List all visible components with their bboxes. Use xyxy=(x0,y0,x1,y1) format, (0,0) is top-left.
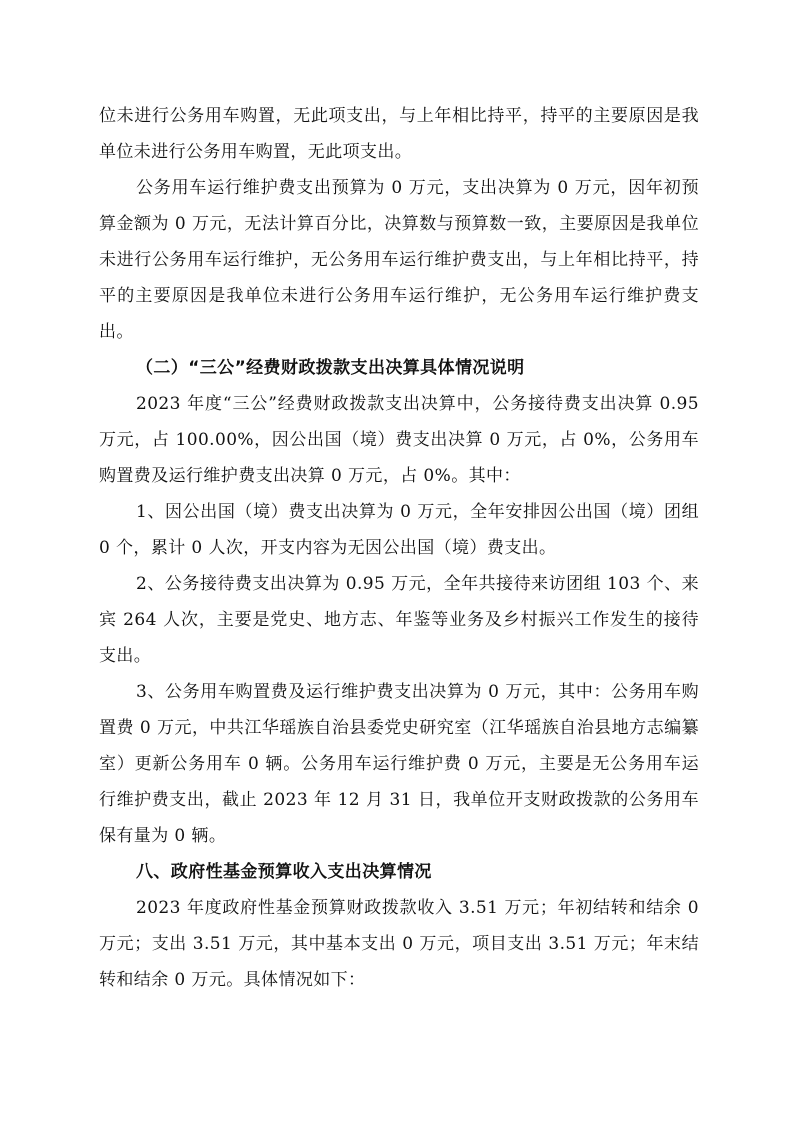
document-body xyxy=(99,98,699,998)
paragraph-three-public-summary: 2023 年度“三公”经费财政拨款支出决算中，公务接待费支出决算 0.95 万元，占 100.00%，因公出国（境）费支出决算 0 万元，占 0%，公务用车购置费及运行维护费支出决算 0 万元，占 0%。其中： xyxy=(99,394,699,486)
paragraph-government-fund-summary: 2023 年度政府性基金预算财政拨款收入 3.51 万元；年初结转和结余 0 万元；支出 3.51 万元，其中基本支出 0 万元，项目支出 3.51 万元；年末结转和结余 0 万元。具体情况如下： xyxy=(99,898,699,990)
paragraph-vehicle-expenses: 3、公务用车购置费及运行维护费支出决算为 0 万元，其中：公务用车购置费 0 万元，中共江华瑶族自治县委党史研究室（江华瑶族自治县地方志编纂室）更新公务用车 0 辆。公务用车运行维护费 0 万元，主要是无公务用车运行维护费支出，截止 2023 年 12 月 31 日，我单位开支财政拨款的公务用车保有量为 0 辆。 xyxy=(99,682,699,846)
paragraph-vehicle-maintenance: 公务用车运行维护费支出预算为 0 万元，支出决算为 0 万元，因年初预算金额为 0 万元，无法计算百分比，决算数与预算数一致，主要原因是我单位未进行公务用车运行维护，无公务用车运行维护费支出，与上年相比持平，持平的主要原因是我单位未进行公务用车运行维护，无公务用车运行维护费支出。 xyxy=(99,178,699,342)
section-heading-government-fund: 八、政府性基金预算收入支出决算情况 xyxy=(136,862,432,882)
paragraph-overseas-travel: 1、因公出国（境）费支出决算为 0 万元，全年安排因公出国（境）团组 0 个，累计 0 人次，开支内容为无因公出国（境）费支出。 xyxy=(99,502,699,558)
paragraph-vehicle-purchase-continued: 位未进行公务用车购置，无此项支出，与上年相比持平，持平的主要原因是我单位未进行公务用车购置，无此项支出。 xyxy=(99,106,699,162)
paragraph-official-reception: 2、公务接待费支出决算为 0.95 万元，全年共接待来访团组 103 个、来宾 264 人次，主要是党史、地方志、年鉴等业务及乡村振兴工作发生的接待支出。 xyxy=(99,574,699,666)
section-heading-three-public-expenses: （二）“三公”经费财政拨款支出决算具体情况说明 xyxy=(136,358,525,378)
